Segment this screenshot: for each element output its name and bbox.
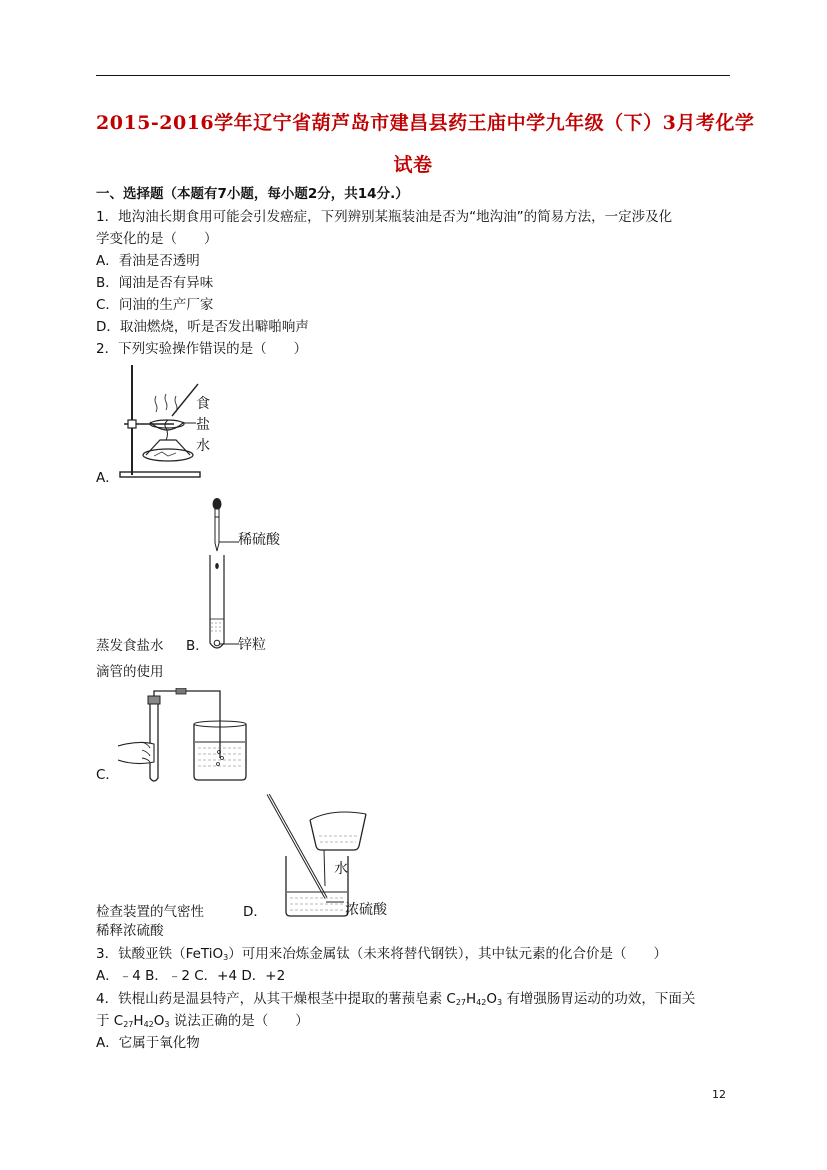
page-number: 12 <box>712 1088 726 1101</box>
q1-option-b: B．闻油是否有异味 <box>96 275 214 291</box>
q1-option-d: D．取油燃烧，听是否发出噼啪响声 <box>96 319 309 335</box>
q1-option-a: A．看油是否透明 <box>96 253 200 269</box>
paper-title-line1: 2015-2016学年辽宁省葫芦岛市建昌县药王庙中学九年级（下）3月考化学 <box>96 112 755 134</box>
q2-d-caption: 稀释浓硫酸 <box>96 923 164 939</box>
d-label-concentrated-sulfuric-acid: 浓硫酸 <box>345 902 387 918</box>
a-label-char: 食 <box>196 396 210 412</box>
q1-option-c: C．问油的生产厂家 <box>96 297 214 313</box>
q2-b-caption: 滴管的使用 <box>96 664 164 680</box>
q3-options: A．﹣4 B．﹣2 C．+4 D．+2 <box>96 968 286 984</box>
b-label-dilute-sulfuric-acid: 稀硫酸 <box>238 532 280 548</box>
b-label-zinc-granules: 锌粒 <box>238 637 266 653</box>
q3-stem: 3．钛酸亚铁（FeTiO$_3$）可用来冶炼金属钛（未来将替代钢铁），其中钛元素的化合价是（ ） <box>96 946 667 962</box>
header-rule <box>96 75 730 76</box>
section-heading: 一、选择题（本题有7小题，每小题2分，共14分.） <box>96 186 409 202</box>
b-leader-lines <box>219 538 241 650</box>
a-label-vertical <box>196 394 214 457</box>
q2-option-c-letter: C． <box>96 767 119 783</box>
d-label-water: 水 <box>334 861 348 877</box>
q1-stem-line1: 1．地沟油长期食用可能会引发癌症，下列辨别某瓶装油是否为“地沟油”的简易方法，一定涉及化 <box>96 209 673 225</box>
q2-stem: 2．下列实验操作错误的是（ ） <box>96 341 308 357</box>
q2-option-d-letter: D． <box>243 904 267 920</box>
airtightness-diagram <box>118 688 258 786</box>
a-label-char: 水 <box>196 438 210 454</box>
q4-option-a: A．它属于氧化物 <box>96 1035 200 1051</box>
paper-title-line2: 试卷 <box>393 154 433 176</box>
q2-option-b-letter: B． <box>186 638 209 654</box>
q1-stem-line2: 学变化的是（ ） <box>96 231 218 247</box>
q2-option-a-letter: A． <box>96 470 119 486</box>
q4-stem-line1: 4．铁棍山药是温县特产，从其干燥根茎中提取的薯蓣皂素 $C_{27}H_{42}O_3$ 有增强肠胃运动的功效，下面关 <box>96 991 696 1007</box>
q2-a-caption: 蒸发食盐水 <box>96 638 164 654</box>
a-label-char: 盐 <box>196 417 210 433</box>
q4-stem-line2: 于 $C_{27}H_{42}O_3$ 说法正确的是（ ） <box>96 1013 309 1029</box>
q2-c-caption: 检查装置的气密性 <box>96 904 204 920</box>
